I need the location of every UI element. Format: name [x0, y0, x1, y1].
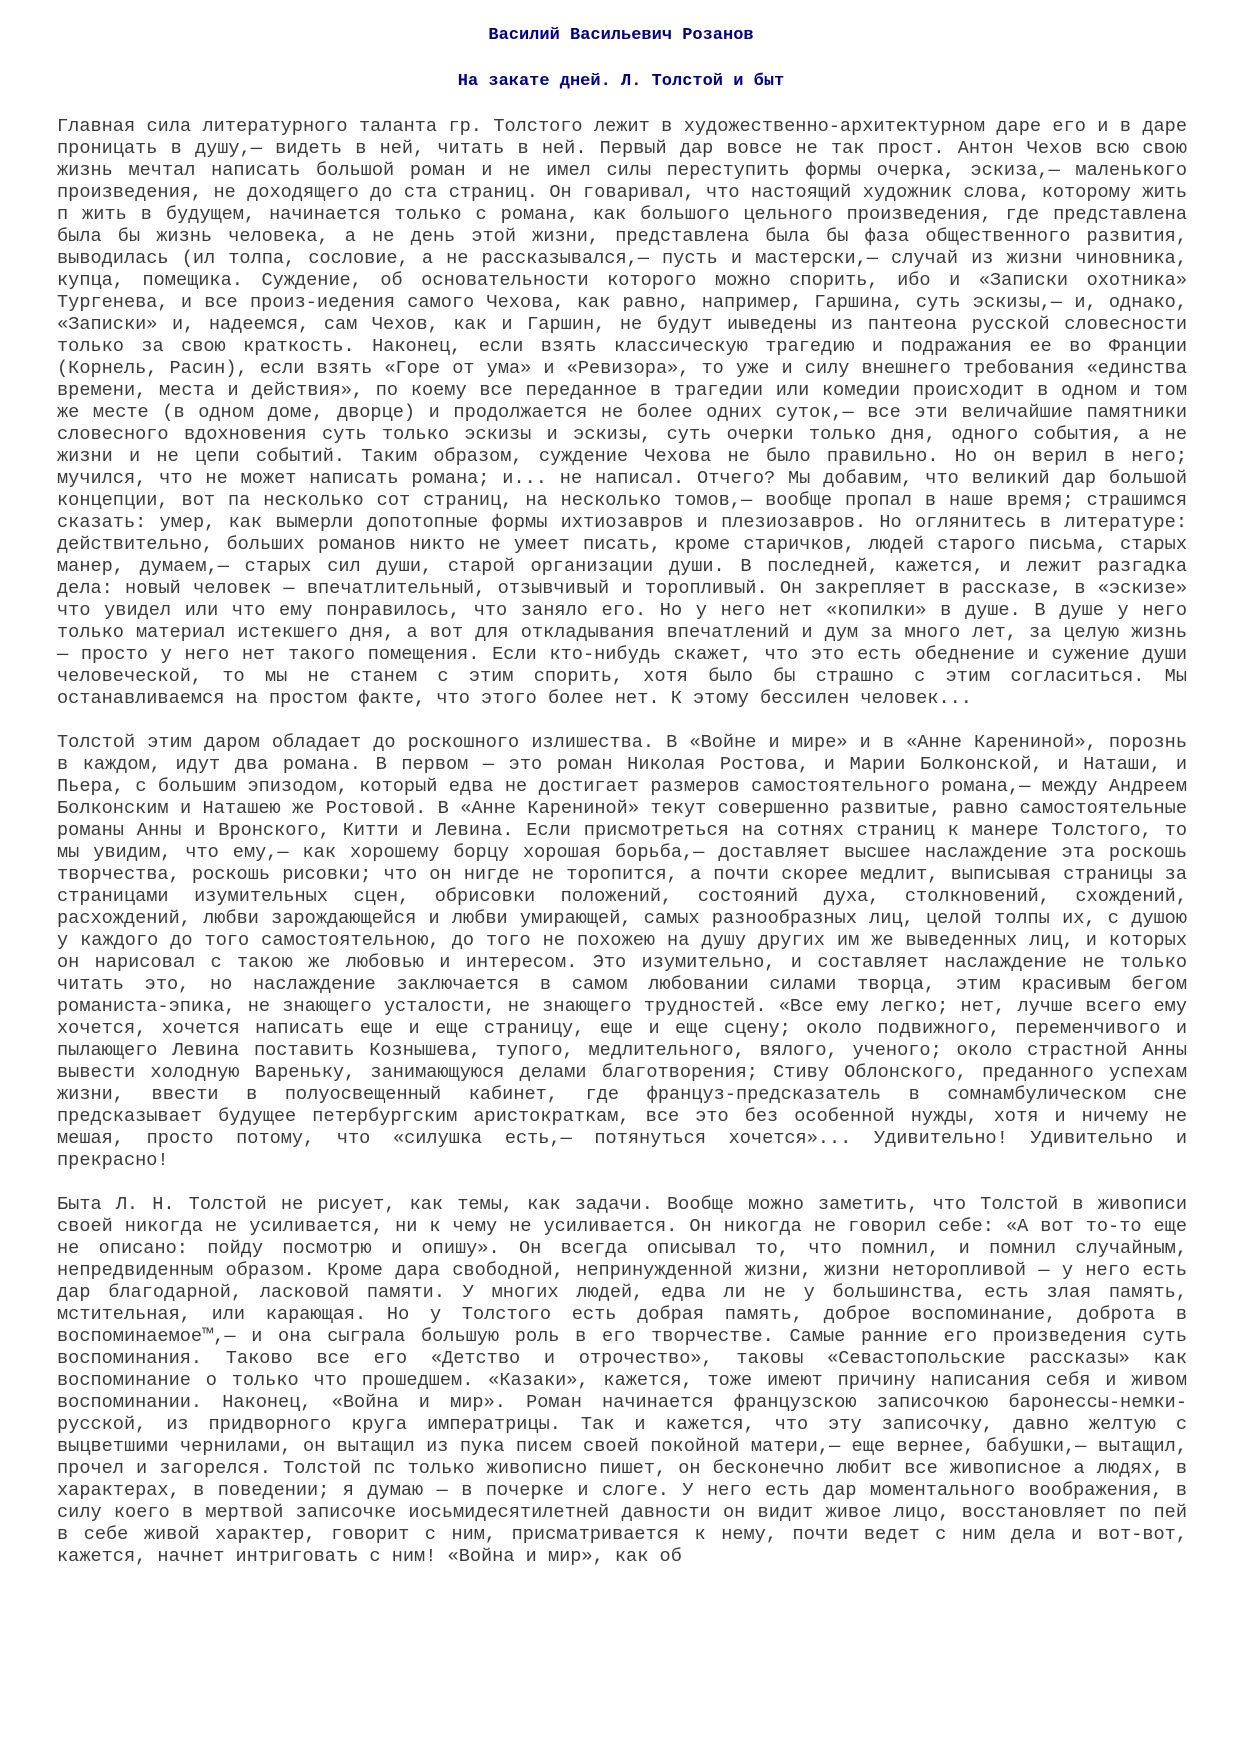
- paragraph: Главная сила литературного таланта гр. Толстого лежит в художественно-архитектурном даре его и в даре проницать в душу,— видеть в ней, читать в ней. Первый дар вовсе не так прост. Антон Чехов всю свою жизнь мечтал написать большой роман и не имел силы переступить формы очерка, эскиза,— маленького произведения, не доходящего до ста страниц. Он говаривал, что настоящий художник слова, которому жить п жить в будущем, начинается только с романа, как большого цельного произведения, где представлена была бы жизнь человека, а не день этой жизни, представлена была бы фаза общественного развития, выводилась (ил толпа, сословие, а не рассказывался,— пусть и мастерски,— случай из жизни чиновника, купца, помещика. Суждение, об основательности которого можно спорить, ибо и «Записки охотника» Тургенева, и все произ-иедения самого Чехова, как равно, например, Гаршина, суть эскизы,— и, однако, «Записки» и, надеемся, сам Чехов, как и Гаршин, не будут иыведены из пантеона русской словесности только за свою краткость. Наконец, если взять классическую трагедию и подражания ее во Франции (Корнель, Расин), если взять «Горе от ума» и «Ревизора», то уже и силу внешнего требования «единства времени, места и действия», по коему все переданное в трагедии или комедии происходит в одном и том же месте (в одном доме, дворце) и продолжается не более одних суток,— все эти величайшие памятники словесного вдохновения суть только эскизы и эскизы, суть очерки только дня, одного события, а не жизни и не цепи событий. Таким образом, суждение Чехова не было правильно. Но он верил в него; мучился, что не может написать романа; и... не написал. Отчего? Мы добавим, что великий дар большой концепции, вот па несколько сот страниц, на несколько томов,— вообще пропал в наше время; страшимся сказать: умер, как вымерли допотопные формы ихтиозавров и плезиозавров. Но оглянитесь в литературе: действительно, больших романов никто не умеет писать, кроме старичков, людей старого письма, старых манер, думаем,— старых сил души, старой организации души. В последней, кажется, и лежит разгадка дела: новый человек — впечатлительный, отзывчивый и торопливый. Он закрепляет в рассказе, в «эскизе» что увидел или что ему понравилось, что заняло его. Но у него нет «копилки» в душе. В душе у него только материал истекшего дня, а вот для откладывания впечатлений и дум за много лет, за целую жизнь — просто у него нет такого помещения. Если кто-нибудь скажет, что это есть обеднение и сужение души человеческой, то мы не станем с этим спорить, хотя было бы страшно с этим согласиться. Мы останавливаемся на простом факте, что этого более нет. К этому бессилен человек...: [57, 116, 1187, 709]
- paragraph: Толстой этим даром обладает до роскошного излишества. В «Войне и мире» и в «Анне Карениной», порознь в каждом, идут два романа. В первом — это роман Николая Ростова, и Марии Болконской, и Наташи, и Пьера, с большим эпизодом, который едва не достигает размеров самостоятельного романа,— между Андреем Болконским и Наташею же Ростовой. В «Анне Карениной» текут совершенно развитые, равно самостоятельные романы Анны и Вронского, Китти и Левина. Если присмотреться на сотнях страниц к манере Толстого, то мы увидим, что ему,— как хорошему борцу хорошая борьба,— доставляет высшее наслаждение эта роскошь творчества, роскошь рисовки; что он нигде не торопится, а почти скорее медлит, выписывая страницы за страницами изумительных сцен, обрисовки положений, состояний духа, столкновений, схождений, расхождений, любви зарождающейся и любви умирающей, самых разнообразных лиц, целой толпы их, с душою у каждого до того самостоятельною, до того не похожею на душу других им же выведенных лиц, и которых он нарисовал с такою же любовью и интересом. Это изумительно, и составляет наслаждение не только читать это, но наслаждение заключается в самом любовании силами творца, этим красивым бегом романиста-эпика, не знающего усталости, не знающего трудностей. «Все ему легко; нет, лучше всего ему хочется, хочется написать еще и еще страницу, еще и еще сцену; около подвижного, переменчивого и пылающего Левина поставить Кознышева, тупого, медлительного, вялого, ученого; около страстной Анны вывести холодную Вареньку, занимающуюся делами благотворения; Стиву Облонского, преданного успехам жизни, ввести в полуосвещенный кабинет, где француз-предсказатель в сомнамбулическом сне предсказывает будущее петербургским аристократкам, все это без особенной нужды, хотя и ничему не мешая, просто потому, что «силушка есть,— потянуться хочется»... Удивительно! Удивительно и прекрасно!: [57, 732, 1187, 1171]
- author-name: Василий Васильевич Розанов: [488, 26, 754, 45]
- paragraph: Быта Л. Н. Толстой не рисует, как темы, как задачи. Вообще можно заметить, что Толстой в живописи своей никогда не усиливается, ни к чему не усиливается. Он никогда не говорил себе: «А вот то-то еще не описано: пойду посмотрю и опишу». Он всегда описывал то, что помнил, и помнил случайным, непредвиденным образом. Кроме дара свободной, непринужденной жизни, жизни неторопливой — у него есть дар благодарной, ласковой памяти. У многих людей, едва ли не у большинства, есть злая память, мстительная, или карающая. Но у Толстого есть добрая память, доброе воспоминание, доброта в воспоминаемое™,— и она сыграла большую роль в его творчестве. Самые ранние его произведения суть воспоминания. Таково все его «Детство и отрочество», таковы «Севастопольские рассказы» как воспоминание о только что прошедшем. «Казаки», кажется, тоже имеют причину написания себя и живом воспоминании. Наконец, «Война и мир». Роман начинается французскою записочкою баронессы-немки-русской, из придворного круга императрицы. Так и кажется, что эту записочку, давно желтую с выцветшими чернилами, он вытащил из пука писем своей покойной матери,— еще вернее, бабушки,— вытащил, прочел и загорелся. Толстой пс только живописно пишет, он бесконечно любит все живописное а людях, в характерах, в поведении; я думаю — в почерке и слоге. У него есть дар моментального воображения, в силу коего в мертвой записочке иосьмидесятилетней давности он видит живое лицо, восстановляет по пей в себе живой характер, говорит с ним, присматривается к нему, почти ведет с ним дела и вот-вот, кажется, начнет интриговать с ним! «Война и мир», как об: [57, 1194, 1187, 1567]
- work-title: На закате дней. Л. Толстой и быт: [457, 72, 785, 91]
- body-text: [57, 116, 1187, 1590]
